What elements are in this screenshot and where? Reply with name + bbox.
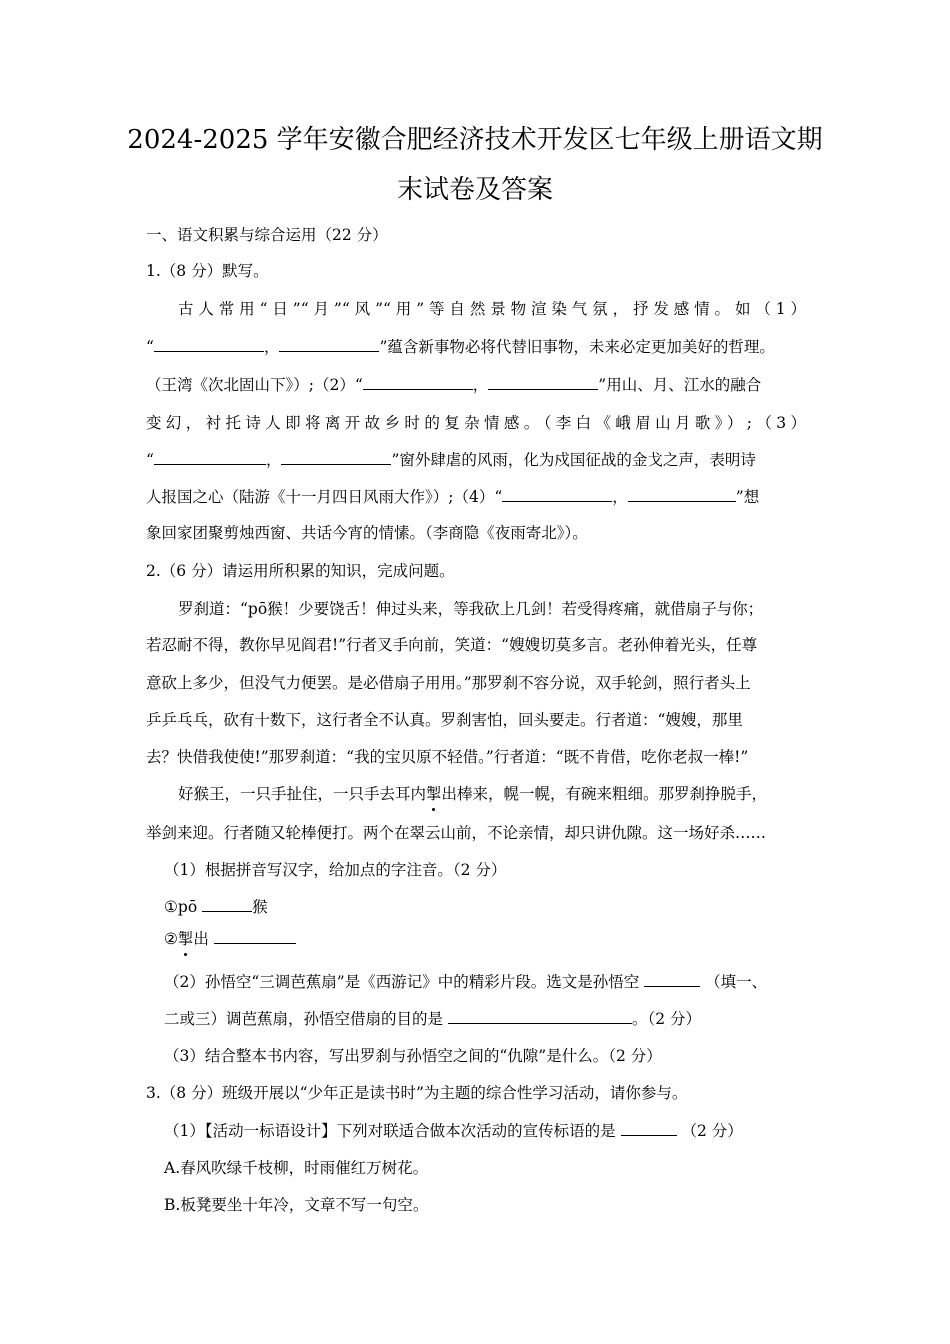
dotted-character: 掣 (177, 930, 194, 948)
answer-blank[interactable] (644, 971, 700, 987)
answer-blank[interactable] (279, 336, 379, 352)
answer-blank[interactable] (488, 374, 598, 390)
passage-line: 去？快借我使使!”那罗刹道：“我的宝贝原不轻借。”行者道：“既不肯借，吃你老叔一棒!” (146, 748, 749, 766)
question-1-text (146, 486, 759, 508)
question-3-heading: 3.（8 分）班级开展以“少年正是读书时”为主题的综合性学习活动，请你参与。 (146, 1084, 688, 1102)
question-1-text: 象回家团聚剪烛西窗、共话今宵的情愫。（李商隐《夜雨寄北》）。 (146, 524, 588, 542)
text-fragment: 好猴王，一只手扯住，一只手去耳内 (178, 785, 427, 803)
text-fragment: ”蕴含新事物必将代替旧事物，未来必定更加美好的哲理。 (379, 338, 775, 356)
text-fragment: “ (146, 338, 154, 356)
text-fragment: （2）孙悟空“三调芭蕉扇”是《西游记》中的精彩片段。选文是孙悟空 (164, 973, 640, 991)
answer-blank[interactable] (281, 449, 391, 465)
sub-question-1a (164, 896, 268, 918)
question-1-text: 古人常用“日”“月”“风”“用”等自然景物渲染气氛，抒发感情。如（1） (178, 300, 806, 318)
question-1-text (146, 374, 761, 396)
answer-blank[interactable] (448, 1008, 632, 1024)
text-fragment: ， (265, 451, 282, 469)
question-1-text (146, 449, 756, 471)
text-fragment: 二或三）调芭蕉扇，孙悟空借扇的目的是 (164, 1010, 444, 1028)
passage-line: 若忍耐不得，教你早见阎君!”行者叉手向前，笑道：“嫂嫂切莫多言。老孙伸着光头，任尊 (146, 636, 758, 654)
text-fragment: ， (472, 376, 489, 394)
question-2-heading: 2.（6 分）请运用所积累的知识，完成问题。 (146, 562, 455, 580)
text-fragment: ② (164, 930, 178, 948)
dotted-character: 掣 (426, 785, 442, 803)
question-1-text: 变幻，衬托诗人即将离开故乡时的复杂情感。（李白《峨眉山月歌》）;（3） (146, 414, 806, 432)
answer-blank[interactable] (363, 374, 473, 390)
answer-blank[interactable] (628, 486, 736, 502)
sub-question-1b (164, 928, 296, 950)
text-fragment: ， (263, 338, 280, 356)
answer-blank[interactable] (621, 1120, 677, 1136)
sub-question-1 (164, 1120, 743, 1142)
option-b: B.板凳要坐十年冷，文章不写一句空。 (164, 1196, 429, 1214)
text-fragment: （1）【活动一标语设计】下列对联适合做本次活动的宣传标语的是 (164, 1122, 616, 1140)
text-fragment: 出棒来，幌一幌，有碗来粗细。那罗刹挣脱手， (441, 785, 768, 803)
section-heading: 一、语文积累与综合运用（22 分） (146, 226, 388, 244)
document-title-line1: 2024-2025 学年安徽合肥经济技术开发区七年级上册语文期 (127, 125, 823, 155)
passage-line: 乒乒乓乓，砍有十数下，这行者全不认真。罗刹害怕，回头要走。行者道：“嫂嫂，那里 (146, 711, 743, 729)
text-fragment: ， (612, 488, 628, 506)
answer-blank[interactable] (202, 896, 252, 912)
question-1-text (146, 336, 775, 358)
sub-question-2 (164, 1008, 701, 1030)
passage-line (178, 783, 767, 805)
text-fragment: （填一、 (705, 973, 768, 991)
text-fragment: 出 (193, 930, 209, 948)
text-fragment: ”想 (735, 488, 760, 506)
answer-blank[interactable] (502, 486, 612, 502)
text-fragment: ”用山、月、江水的融合 (598, 376, 762, 394)
sub-question-3: （3）结合整本书内容，写出罗刹与孙悟空之间的“仇隙”是什么。（2 分） (164, 1047, 662, 1065)
text-fragment: 。（2 分） (631, 1010, 701, 1028)
text-fragment: 猴 (252, 898, 268, 916)
passage-line: 罗刹道：“pō猴！少要饶舌！伸过头来，等我砍上几剑！若受得疼痛，就借扇子与你； (178, 600, 764, 618)
text-fragment: （王湾《次北固山下》）;（2）“ (146, 376, 363, 394)
document-title-line2: 末试卷及答案 (396, 175, 553, 205)
text-fragment: 人报国之心（陆游《十一月四日风雨大作》）;（4）“ (146, 488, 503, 506)
sub-question-1: （1）根据拼音写汉字，给加点的字注音。（2 分） (164, 861, 507, 879)
option-a: A.春风吹绿千枝柳，时雨催红万树花。 (164, 1159, 429, 1177)
answer-blank[interactable] (154, 336, 264, 352)
passage-line: 举剑来迎。行者随又轮棒便打。两个在翠云山前，不论亲情，却只讲仇隙。这一场好杀…… (146, 824, 767, 842)
text-fragment: ”窗外肆虐的风雨，化为戍国征战的金戈之声，表明诗 (391, 451, 756, 469)
answer-blank[interactable] (154, 449, 266, 465)
answer-blank[interactable] (214, 928, 296, 944)
question-1-heading: 1.（8 分）默写。 (146, 262, 269, 280)
sub-question-2 (164, 971, 767, 993)
passage-line: 意砍上多少，但没气力便罢。是必借扇子用用。”那罗刹不容分说，双手轮剑，照行者头上 (146, 674, 751, 692)
text-fragment: ①pō (164, 898, 198, 916)
text-fragment: “ (146, 451, 154, 469)
text-fragment: （2 分） (681, 1122, 743, 1140)
